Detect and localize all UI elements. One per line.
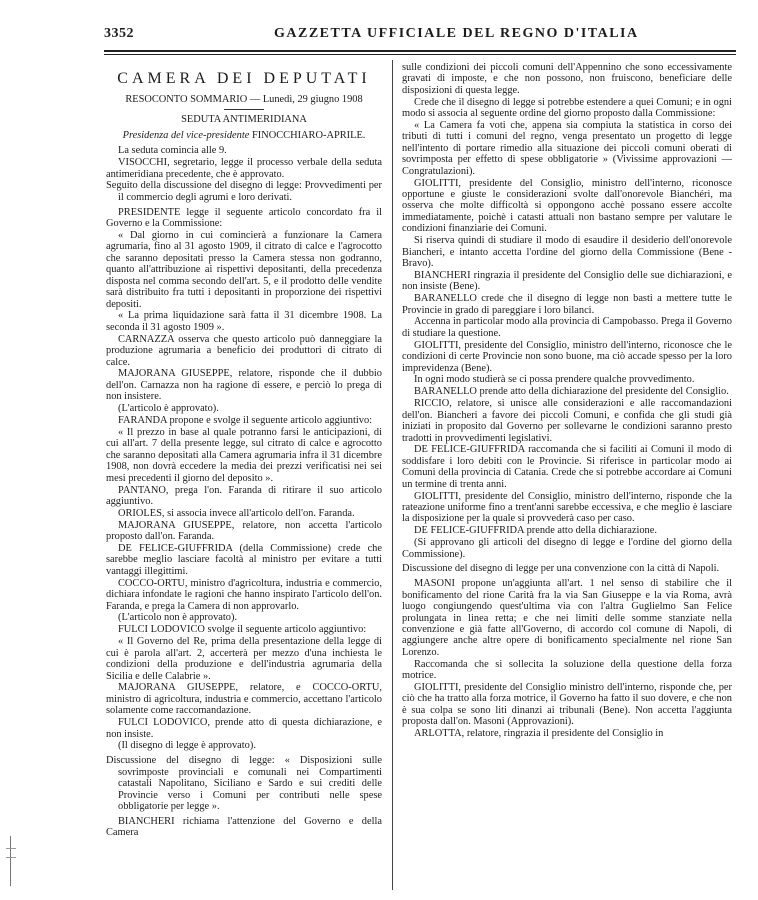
- paragraph: PANTANO, prega l'on. Faranda di ritirare il suo articolo aggiuntivo.: [106, 484, 382, 507]
- paragraph: BIANCHERI richiama l'attenzione del Governo e della Camera: [106, 815, 382, 839]
- paragraph: MAJORANA GIUSEPPE, relatore, non accetta l'articolo proposto dall'on. Faranda.: [106, 519, 382, 543]
- scan-edge-mark: [10, 836, 11, 886]
- scan-edge-mark: [6, 848, 16, 858]
- quoted-article: « Dal giorno in cui comincierà a funzionare la Camera agrumaria, fino al 31 agosto 1909, il citrato di calce e l'agrocotto che saranno depositati presso la Camera stessa non godranno, quanto all'attribuzione ai rispettivi depositanti, della precedenza disposta nel comma secondo dell'art. 5, e il prodotto delle vendite sarà distribuito fra tutti i depositanti in proporzione dei rispettivi depositi.: [106, 230, 382, 310]
- paragraph: ARLOTTA, relatore, ringrazia il presidente del Consiglio in: [414, 728, 664, 740]
- paragraph: ORIOLES, si associa invece all'articolo dell'on. Faranda.: [118, 507, 355, 519]
- paragraph: Si riserva quindi di studiare il modo di esaudire il desiderio dell'onorevole Biancheri, e intanto accetta l'ordine del giorno della Commissione (Bene - Bravo).: [402, 235, 732, 269]
- paragraph: VISOCCHI, segretario, legge il processo verbale della seduta antimeridiana precedente, che è approvato.: [106, 157, 382, 180]
- paragraph: GIOLITTI, presidente del Consiglio, ministro dell'interno, riconosce che le condizioni di certe Provincie non sono buone, ma ciò accade spesso per la loro imprevidenza (Bene).: [402, 339, 732, 374]
- page-number: 3352: [104, 26, 134, 41]
- page-header: [104, 26, 736, 48]
- gazette-title: GAZZETTA UFFICIALE DEL REGNO D'ITALIA: [274, 26, 639, 41]
- right-column: [402, 62, 732, 740]
- column-divider: [392, 60, 393, 890]
- bill-heading: Discussione del disegno di legge per una convenzione con la città di Napoli.: [402, 563, 720, 575]
- paragraph: MAJORANA GIUSEPPE, relatore, e COCCO-ORTU, ministro di agricoltura, industria e commercio, accettano l'articolo solamente come raccomandazione.: [106, 682, 382, 717]
- paragraph: DE FELICE-GIUFFRIDA (della Commissione) crede che sarebbe meglio lasciare facoltà al ministro per evitare a tutti vantaggi illegittimi.: [106, 543, 382, 577]
- paragraph: BIANCHERI ringrazia il presidente del Consiglio delle sue dichiarazioni, e non insiste (Bene).: [402, 269, 732, 293]
- paragraph: sulle condizioni dei piccoli comuni dell'Appennino che sono eccessivamente gravati di imposte, e che non possono, non fruiscono, beneficiare delle disposizioni di questa legge.: [402, 62, 732, 96]
- paragraph: BARANELLO crede che il disegno di legge non basti a mettere tutte le Provincie in grado di pareggiare i loro bilanci.: [402, 293, 732, 316]
- presidenza-line: [106, 130, 382, 141]
- seduta-heading: SEDUTA ANTIMERIDIANA: [181, 114, 307, 126]
- paragraph: MASONI propone un'aggiunta all'art. 1 nel senso di stabilire che il bonificamento del rione Carità fra la via San Giuseppe e la via Roma, avrà luogo congiungendo quest'ultima via con l'altra Guglielmo San Felice prolungata in linea retta; e che nei limiti delle somme stanziate nella convenzione e già fatte all'Governo, di accordo col comune di Napoli, di aggiungere anche altre opere di bonificamento specialmente nel rione San Lorenzo.: [402, 578, 732, 658]
- paragraph: PRESIDENTE legge il seguente articolo concordato fra il Governo e la Commissione:: [106, 206, 382, 230]
- paragraph: FULCI LODOVICO svolge il seguente articolo aggiuntivo:: [118, 624, 367, 636]
- bill-heading: Discussione del disegno di legge: « Disposizioni sulle sovrimposte provinciali e comunali nei Compartimenti catastali Napolitano, Siciliano e Sardo e sui crediti delle Provincie verso i Comuni per contributi nelle spese obbligatorie per legge ».: [106, 755, 382, 812]
- paragraph: GIOLITTI, presidente del Consiglio, ministro dell'interno, riconosce opportune e giuste le considerazioni svolte dall'onorevole Bianchéri, ma osserva che molte difficoltà si oppongono acchè possano essere accolte immediatamente, poichè i catasti attuali non bastano sempre per valutare le condizioni finanziarie dei Comuni.: [402, 177, 732, 235]
- chamber-title: CAMERA DEI DEPUTATI: [117, 70, 371, 87]
- paragraph: Crede che il disegno di legge si potrebbe estendere a quei Comuni; e in ogni modo si associa al seguente ordine del giorno proposto dalla Commissione:: [402, 96, 732, 120]
- quoted-article: « Il Governo del Re, prima della presentazione della legge di cui è parola all'art. 2, accerterà per mezzo d'una inchiesta le condizioni della produzione e dell'industria agrumaria della Sicilia e delle Calabrie ».: [106, 636, 382, 682]
- presidenza-name: FINOCCHIARO-APRILE.: [251, 129, 366, 141]
- paragraph: FARANDA propone e svolge il seguente articolo aggiuntivo:: [118, 415, 373, 427]
- paragraph: CARNAZZA osserva che questo articolo può danneggiare la produzione agrumaria a beneficio dei produttori di citrato di calce.: [106, 333, 382, 368]
- header-rule-thin: [104, 54, 736, 55]
- paragraph: FULCI LODOVICO, prende atto di questa dichiarazione, e non insiste.: [106, 717, 382, 740]
- paragraph: La seduta comincia alle 9.: [118, 145, 227, 157]
- paragraph: MAJORANA GIUSEPPE, relatore, risponde che il dubbio dell'on. Carnazza non ha ragione di essere, e perciò lo prega di non insistere.: [106, 368, 382, 403]
- paragraph: COCCO-ORTU, ministro d'agricoltura, industria e commercio, dichiara infondate le ragioni che hanno inspirato l'articolo dell'on. Faranda, e prega la Camera di non approvarlo.: [106, 577, 382, 612]
- section-rule: [224, 109, 264, 110]
- paragraph: RICCIO, relatore, si unisce alle considerazioni e alle raccomandazioni dell'on. Biancheri a favore dei piccoli Comuni, e confida che gli studi già iniziati in proposito dal Governo per sollevarne le condizioni saranno presto tradotti in provvedimenti legislativi.: [402, 398, 732, 444]
- paragraph: Raccomanda che si sollecita la soluzione della questione della forza motrice.: [402, 658, 732, 682]
- paragraph: (Il disegno di legge è approvato).: [118, 740, 256, 752]
- paragraph: BARANELLO prende atto della dichiarazione del presidente del Consiglio.: [414, 386, 729, 398]
- quoted-order: « La Camera fa voti che, appena sia compiuta la statistica in corso dei tributi di tutti i comuni del regno, venga presentato un progetto di legge nell'intento di portare rimedio alla situazione dei piccoli comuni oberati di sovrimposta per effetto di spese obbligatorie » (Vivissime approvazioni — Congratulazioni).: [402, 120, 732, 177]
- paragraph: Accenna in particolar modo alla provincia di Campobasso. Prega il Governo di studiare la questione.: [402, 316, 732, 339]
- paragraph: GIOLITTI, presidente del Consiglio ministro dell'interno, risponde che, per ciò che ha tratto alla forza motrice, il Governo ha fatto il suo dovere, e che non è sua colpa se sono liti dinanzi ai tribunali (Bene). Non accetta l'aggiunta proposta dall'on. Masoni (Approvazioni).: [402, 682, 732, 728]
- resoconto-line: RESOCONTO SOMMARIO — Lunedì, 29 giugno 1908: [125, 94, 363, 105]
- paragraph: (L'articolo non è approvato).: [118, 612, 238, 624]
- paragraph: (L'articolo è approvato).: [118, 403, 219, 415]
- bill-heading: Seguito della discussione del disegno di legge: Provvedimenti per il commercio degli agrumi e loro derivati.: [106, 180, 382, 203]
- header-rule-thick: [104, 50, 736, 52]
- quoted-article: « Il prezzo in base al quale potranno farsi le anticipazioni, di cui all'art. 7 della presente legge, sul citrato di calce e agrocotto che saranno depositati alla Camera agrumaria infra il 31 dicembre 1908, non dovrà eccedere la media dei prezzi verificatisi nei sei mesi precedenti il giorno del deposito ».: [106, 426, 382, 484]
- presidenza-label: Presidenza del vice-presidente: [122, 129, 250, 141]
- paragraph: DE FELICE-GIUFFRIDA prende atto della dichiarazione.: [414, 525, 657, 537]
- left-column: [106, 62, 382, 839]
- paragraph: GIOLITTI, presidente del Consiglio, ministro dell'interno, risponde che la rateazione uniforme fino a trent'anni sarebbe eccessiva, e che meglio è lasciare la disposizione per la quale si provvederà caso per caso.: [402, 490, 732, 525]
- paragraph: DE FELICE-GIUFFRIDA raccomanda che si faciliti ai Comuni il modo di soddisfare i loro debiti con le Provincie. Si riferisce in particolar modo ai Comuni della provincia di Catania. Crede che si potrebbe accordare ai Comuni un termine di trenta anni.: [402, 444, 732, 490]
- paragraph: In ogni modo studierà se ci possa prendere qualche provvedimento.: [414, 374, 695, 386]
- quoted-article: « La prima liquidazione sarà fatta il 31 dicembre 1908. La seconda il 31 agosto 1909 ».: [106, 310, 382, 333]
- paragraph: (Si approvano gli articoli del disegno di legge e l'ordine del giorno della Commissione).: [402, 537, 732, 560]
